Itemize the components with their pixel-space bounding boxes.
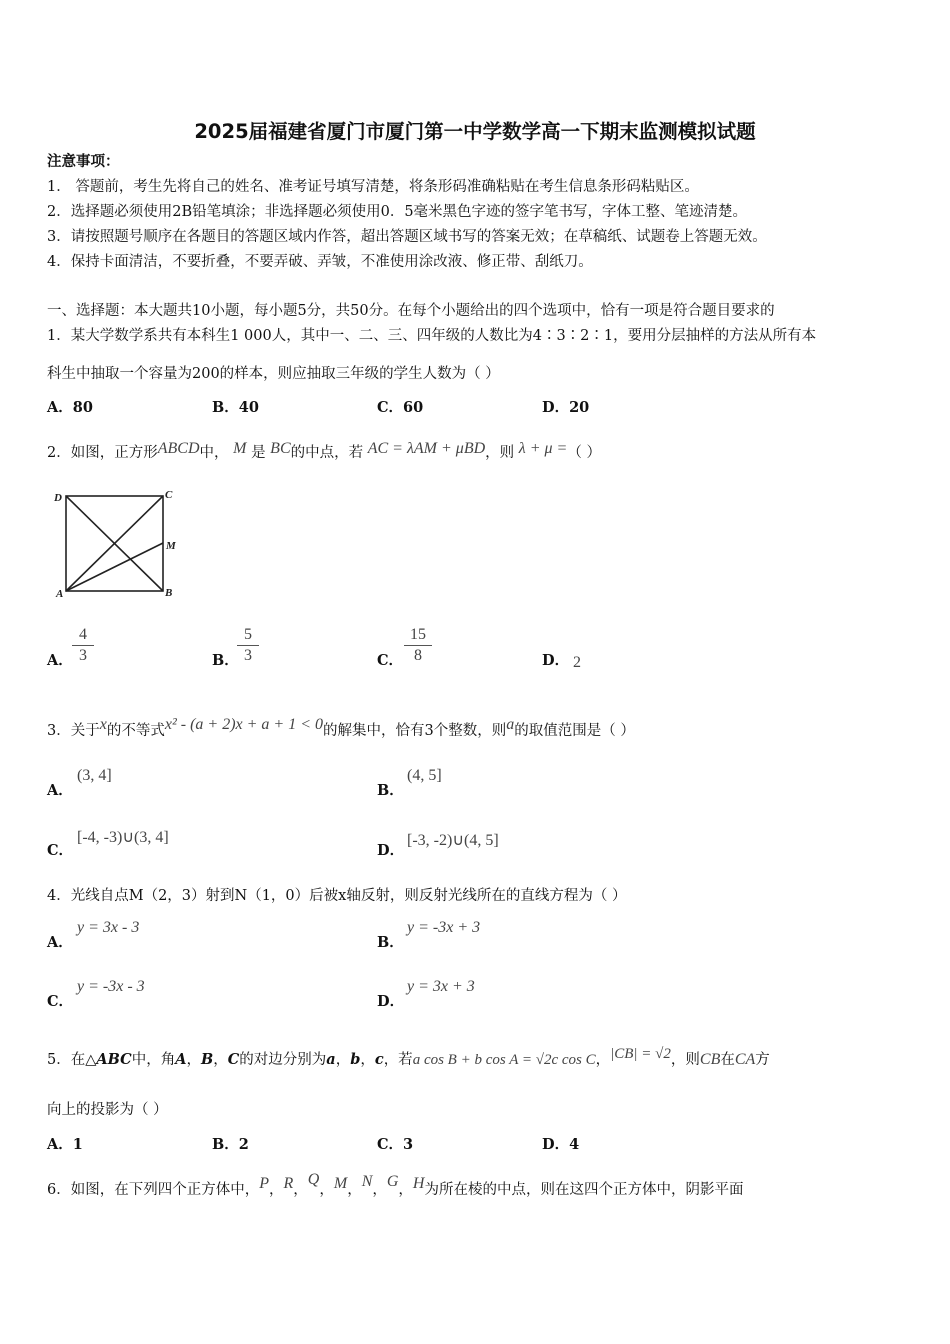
notice-heading: 注意事项：: [47, 153, 120, 170]
q2-vector-equation: AC = λAM + μBD: [367, 440, 486, 457]
page-title: 2025届福建省厦门市厦门第一中学数学高一下期末监测模拟试题: [194, 120, 756, 143]
notice-item: 3．请按照题号顺序在各题目的答题区域内作答，超出答题区域书写的答案无效；在草稿纸、试题卷上答题无效。: [47, 229, 767, 245]
label-m: M: [166, 540, 176, 552]
q5-modulus: |CB| = √2: [610, 1046, 671, 1062]
label-c: C: [165, 489, 173, 501]
notice-item: 1． 答题前，考生先将自己的姓名、准考证号填写清楚，将条形码准确粘贴在考生信息条形码粘贴区。: [47, 179, 699, 195]
q3-option-d: D．: [377, 842, 405, 859]
q3-text: 3．关于: [47, 723, 100, 739]
q5-option-c: C．3: [377, 1136, 414, 1153]
q5-equation: a cos B + b cos A = √2c cos C: [412, 1052, 596, 1068]
label-b: B: [165, 587, 173, 599]
segment-am: [66, 543, 163, 591]
question-2: [47, 440, 601, 462]
q2-option-d-value: 2: [573, 654, 581, 671]
question-4: 4．光线自点M（2，3）射到N（1，0）后被x轴反射，则反射光线所在的直线方程为（ ）: [47, 888, 627, 904]
q3-text: 的解集中，恰有3个整数，则: [323, 723, 507, 739]
q2-option-a: A．: [47, 652, 73, 669]
question-6: 6．如图，在下列四个正方体中，P，R，Q，M，N，G，H为所在棱的中点，则在这四个正方体中，阴影平面: [47, 1171, 744, 1198]
q2-text: 的中点，若: [290, 445, 364, 461]
question-5-line2: 向上的投影为（ ）: [47, 1102, 168, 1118]
question-5: 5．在△ABC中，角A，B，C的对边分别为a，b，c，若a cos B + b cos A = √2c cos C，|CB| = √2，则CB在CA方: [47, 1046, 770, 1068]
q1-option-b: B．40: [212, 399, 259, 416]
q2-math: ABCD: [157, 440, 200, 457]
q2-math: BC: [270, 440, 291, 457]
q4-option-c: C．: [47, 993, 74, 1010]
q2-math: λ + μ =: [518, 440, 568, 457]
q3-option-b: B．: [377, 782, 404, 799]
q3-math: a: [506, 716, 515, 733]
q4-option-d-value: y = 3x + 3: [407, 978, 475, 995]
q3-option-a-value: (3, 4]: [77, 767, 112, 784]
q2-text: 是: [251, 445, 266, 461]
q2-option-c: C．: [377, 652, 404, 669]
q5-option-d: D．4: [542, 1136, 580, 1153]
q4-option-d: D．: [377, 993, 405, 1010]
question-1-line2: 科生中抽取一个容量为200的样本，则应抽取三年级的学生人数为（ ）: [47, 366, 500, 382]
q3-text: 的不等式: [106, 723, 165, 739]
question-3: [47, 716, 635, 740]
label-a: A: [56, 588, 64, 600]
q3-option-a: A．: [47, 782, 73, 799]
q2-option-d: D．: [542, 652, 570, 669]
q3-text: 的取值范围是（ ）: [514, 723, 635, 739]
q3-inequality: x² - (a + 2)x + a + 1 < 0: [164, 716, 324, 733]
q4-option-b: B．: [377, 934, 404, 951]
q1-option-c: C．60: [377, 399, 424, 416]
q4-option-c-value: y = -3x - 3: [77, 978, 145, 995]
q2-text: 2．如图，正方形: [47, 445, 158, 461]
q4-option-a: A．: [47, 934, 73, 951]
q5-option-b: B．2: [212, 1136, 249, 1153]
q1-option-a: A．80: [47, 399, 93, 416]
q4-option-a-value: y = 3x - 3: [77, 919, 140, 936]
q2-option-c-fraction: 15 8: [404, 626, 432, 665]
q2-option-b: B．: [212, 652, 239, 669]
q4-option-b-value: y = -3x + 3: [407, 919, 481, 936]
q5-option-a: A．1: [47, 1136, 83, 1153]
notice-item: 2．选择题必须使用2B铅笔填涂；非选择题必须使用0．5毫米黑色字迹的签字笔书写，字体工整、笔迹清楚。: [47, 204, 748, 220]
q2-text: ，则: [485, 445, 515, 461]
q3-option-b-value: (4, 5]: [407, 767, 442, 784]
question-1-line1: 1．某大学数学系共有本科生1 000人，其中一、二、三、四年级的人数比为4∶3∶2∶1，要用分层抽样的方法从所有本: [47, 328, 817, 344]
label-d: D: [54, 492, 62, 504]
q2-text: 中，: [199, 445, 229, 461]
q2-option-b-fraction: 5 3: [237, 626, 259, 665]
q3-option-d-value: [-3, -2)∪(4, 5]: [407, 832, 499, 849]
q2-option-a-fraction: 4 3: [72, 626, 94, 665]
q1-option-d: D．20: [542, 399, 590, 416]
q2-square-figure: [50, 485, 185, 600]
notice-item: 4．保持卡面清洁，不要折叠，不要弄破、弄皱，不准使用涂改液、修正带、刮纸刀。: [47, 254, 593, 270]
q2-math: M: [233, 440, 247, 457]
q3-option-c: C．: [47, 842, 74, 859]
q3-option-c-value: [-4, -3)∪(3, 4]: [77, 829, 169, 846]
q3-math: x: [99, 716, 107, 733]
q2-text: （ ）: [567, 445, 601, 461]
section-heading: 一、选择题：本大题共10小题，每小题5分，共50分。在每个小题给出的四个选项中，恰有一项是符合题目要求的: [47, 303, 775, 319]
